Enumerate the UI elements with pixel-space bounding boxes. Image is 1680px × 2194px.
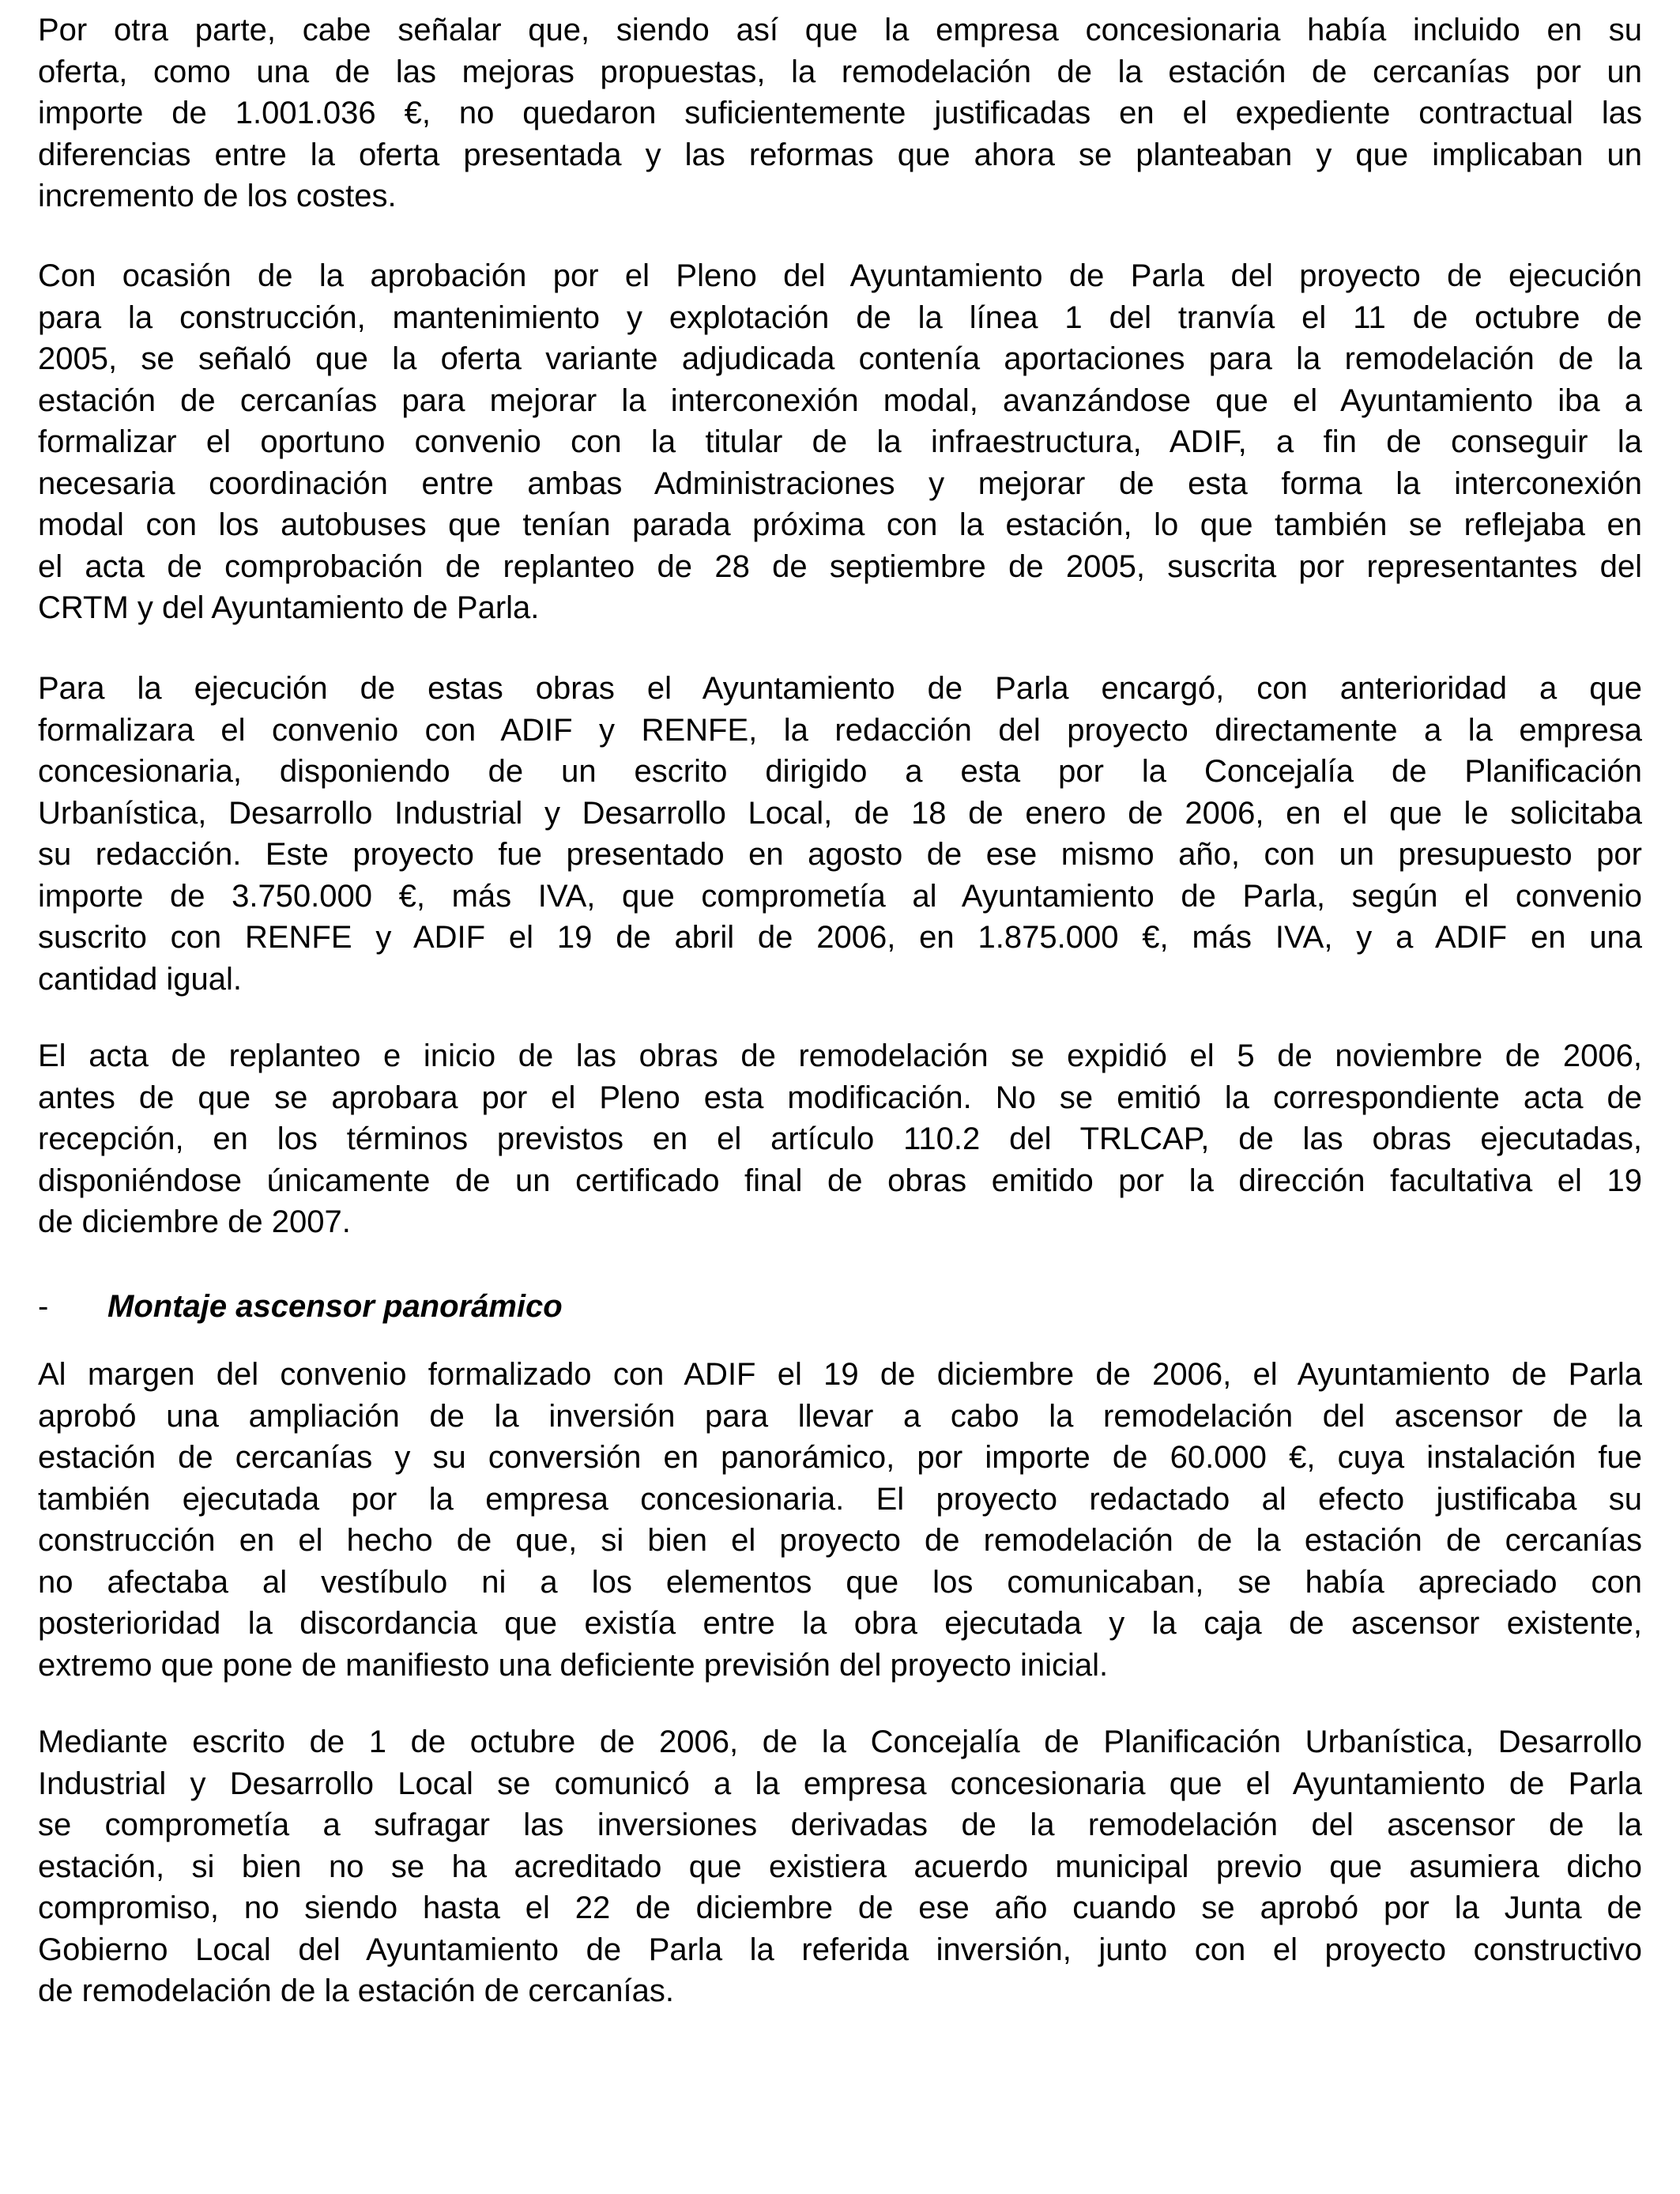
- text-line: CRTM y del Ayuntamiento de Parla.: [38, 590, 540, 625]
- text-line: no afectaba al vestíbulo ni a los elementos que los comunicaban, se había apreciado con: [38, 1564, 1642, 1600]
- text-line: necesaria coordinación entre ambas Administraciones y mejorar de esta forma la interconexión: [38, 466, 1642, 501]
- text-line: aprobó una ampliación de la inversión para llevar a cabo la remodelación del ascensor de la: [38, 1398, 1642, 1434]
- text-line: el acta de comprobación de replanteo de 28 de septiembre de 2005, suscrita por representantes del: [38, 548, 1642, 584]
- text-line: Por otra parte, cabe señalar que, siendo así que la empresa concesionaria había incluido en su: [38, 13, 1642, 47]
- text-line: Para la ejecución de estas obras el Ayuntamiento de Parla encargó, con anterioridad a que: [38, 671, 1642, 706]
- text-line: compromiso, no siendo hasta el 22 de diciembre de ese año cuando se aprobó por la Junta de: [38, 1891, 1642, 1925]
- text-line: importe de 1.001.036 €, no quedaron suficientemente justificadas en el expediente contractual las: [38, 96, 1642, 130]
- text-line: construcción en el hecho de que, si bien el proyecto de remodelación de la estación de cercanías: [38, 1523, 1642, 1558]
- text-line: cantidad igual.: [38, 961, 242, 997]
- text-line: Gobierno Local del Ayuntamiento de Parla la referida inversión, junto con el proyecto constructivo: [38, 1932, 1642, 1967]
- paragraph-ascensor-panoramico: [38, 1354, 1642, 1686]
- text-line: modal con los autobuses que tenían parada próxima con la estación, lo que también se reflejaba en: [38, 507, 1642, 542]
- paragraph-ejecucion-obras: [38, 668, 1642, 1000]
- text-line: importe de 3.750.000 €, más IVA, que comprometía al Ayuntamiento de Parla, según el convenio: [38, 878, 1642, 914]
- paragraph-escrito-concejalia: [38, 1721, 1642, 2012]
- text-line: se comprometía a sufragar las inversiones derivadas de la remodelación del ascensor de la: [38, 1808, 1642, 1842]
- document-page: [38, 0, 1642, 2194]
- text-line: recepción, en los términos previstos en el artículo 110.2 del TRLCAP, de las obras ejecutadas,: [38, 1122, 1642, 1156]
- text-line: estación de cercanías para mejorar la interconexión modal, avanzándose que el Ayuntamiento iba a: [38, 383, 1642, 418]
- text-line: estación, si bien no se ha acreditado que existiera acuerdo municipal previo que asumiera dicho: [38, 1849, 1642, 1884]
- text-line: extremo que pone de manifiesto una deficiente previsión del proyecto inicial.: [38, 1647, 1109, 1683]
- text-line: de diciembre de 2007.: [38, 1204, 351, 1239]
- text-line: también ejecutada por la empresa concesionaria. El proyecto redactado al efecto justificaba su: [38, 1481, 1642, 1517]
- text-line: Mediante escrito de 1 de octubre de 2006, de la Concejalía de Planificación Urbanística, Desarrollo: [38, 1725, 1642, 1759]
- text-line: antes de que se aprobara por el Pleno esta modificación. No se emitió la correspondiente acta de: [38, 1080, 1642, 1115]
- heading-bullet: -: [38, 1289, 49, 1324]
- text-line: Urbanística, Desarrollo Industrial y Desarrollo Local, de 18 de enero de 2006, en el que le solicitaba: [38, 795, 1642, 831]
- text-line: posterioridad la discordancia que existía entre la obra ejecutada y la caja de ascensor existente,: [38, 1606, 1642, 1641]
- text-line: de remodelación de la estación de cercanías.: [38, 1973, 674, 2008]
- text-line: diferencias entre la oferta presentada y las reformas que ahora se planteaban y que implicaban un: [38, 137, 1642, 172]
- heading-title: Montaje ascensor panorámico: [107, 1289, 563, 1324]
- paragraph-aprobacion-pleno: [38, 255, 1642, 629]
- text-line: El acta de replanteo e inicio de las obras de remodelación se expidió el 5 de noviembre de 2006,: [38, 1039, 1642, 1073]
- paragraph-acta-replanteo: [38, 1035, 1642, 1243]
- text-line: disponiéndose únicamente de un certificado final de obras emitido por la dirección facultativa el 19: [38, 1163, 1642, 1198]
- text-line: suscrito con RENFE y ADIF el 19 de abril de 2006, en 1.875.000 €, más IVA, y a ADIF en una: [38, 920, 1642, 955]
- text-line: su redacción. Este proyecto fue presentado en agosto de ese mismo año, con un presupuesto por: [38, 837, 1642, 872]
- text-line: Con ocasión de la aprobación por el Pleno del Ayuntamiento de Parla del proyecto de ejecución: [38, 258, 1642, 293]
- text-line: Al margen del convenio formalizado con ADIF el 19 de diciembre de 2006, el Ayuntamiento de Parla: [38, 1357, 1642, 1392]
- text-line: formalizara el convenio con ADIF y RENFE, la redacción del proyecto directamente a la empresa: [38, 712, 1642, 748]
- text-line: formalizar el oportuno convenio con la titular de la infraestructura, ADIF, a fin de conseguir la: [38, 424, 1642, 459]
- text-line: concesionaria, disponiendo de un escrito dirigido a esta por la Concejalía de Planificación: [38, 754, 1642, 789]
- text-line: oferta, como una de las mejoras propuestas, la remodelación de la estación de cercanías por un: [38, 54, 1642, 89]
- text-line: estación de cercanías y su conversión en panorámico, por importe de 60.000 €, cuya instalación fue: [38, 1440, 1642, 1475]
- paragraph-oferta-mejoras: [38, 9, 1642, 217]
- text-line: incremento de los costes.: [38, 179, 397, 213]
- text-line: Industrial y Desarrollo Local se comunicó a la empresa concesionaria que el Ayuntamiento de Parla: [38, 1766, 1642, 1801]
- text-line: 2005, se señaló que la oferta variante adjudicada contenía aportaciones para la remodelación de la: [38, 341, 1642, 376]
- text-line: para la construcción, mantenimiento y explotación de la línea 1 del tranvía el 11 de octubre de: [38, 300, 1642, 335]
